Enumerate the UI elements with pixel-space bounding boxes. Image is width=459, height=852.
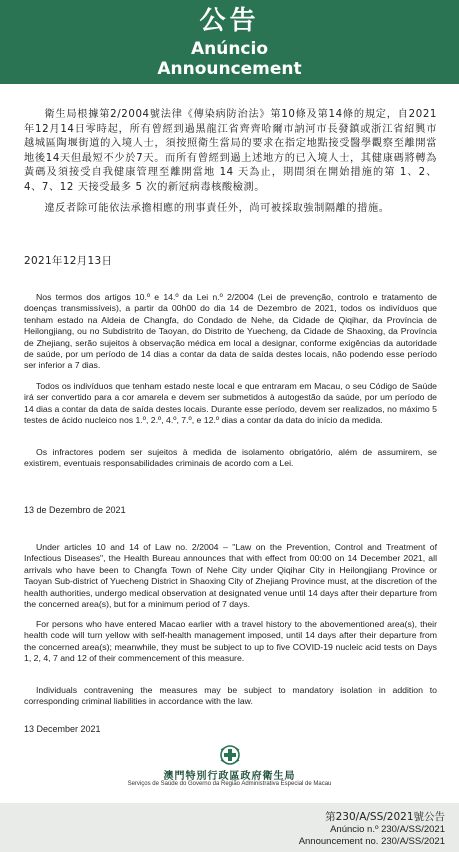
organization-name-chinese: 澳門特別行政區政府衛生局 [163, 771, 296, 782]
portuguese-date: 13 de Dezembro de 2021 [24, 505, 126, 515]
english-paragraph-2: For persons who have entered Macao earlier with a travel history to the abovementioned area(s), their health code will turn yellow with self-health management imposed, until 14 days after their departure from the concerned area(s); meanwhile, they must be subject to up to five COVID-19 nucleic acid tests on Days 1, 2, 4, 7 and 12 of their commencement of this measure. [24, 619, 437, 664]
chinese-paragraph-1: 衛生局根據第2/2004號法律《傳染病防治法》第10條及第14條的規定，自2021年12月14日零時起，所有曾經到過黑龍江省齊齊哈爾市訥河市長發鎮或浙江省紹興市越城區陶堰街道的入境人士，須按照衛生當局的要求在指定地點接受醫學觀察至離開當地後14天但最短不少於7天。而所有曾經到過上述地方的已入境人士，其健康碼將轉為黃碼及須接受自我健康管理至離開當地 14 天為止，期間須在開始措施的第 1、2、4、7、12 天接受最多 5 次的新冠病毒核酸檢測。 [24, 109, 437, 193]
health-bureau-logo-icon [218, 744, 242, 766]
organization-name-portuguese: Serviços de Saúde do Governo da Região Administrativa Especial de Macau [127, 781, 332, 787]
chinese-date: 2021年12月13日 [24, 255, 113, 267]
english-paragraph-3: Individuals contravening the measures may be subject to mandatory isolation in addition to corresponding criminal liabilities in accordance with the law. [24, 685, 437, 707]
chinese-paragraph-2: 違反者除可能依法承擔相應的刑事責任外，尚可被採取強制隔離的措施。 [44, 203, 390, 214]
portuguese-section [24, 292, 437, 470]
reference-number-english: Announcement no. 230/A/SS/2021 [298, 836, 445, 847]
portuguese-paragraph-1: Nos termos dos artigos 10.º e 14.º da Lei n.º 2/2004 (Lei de prevenção, controlo e tratamento de doenças transmissíveis), a partir da 00h00 do dia 14 de Dezembro de 2021, todos os indivíduos que tenham estado na Aldeia de Changfa, do Condado de Nehe, da Cidade de Qiqihar, da Província de Heilongjiang, ou no Subdistrito de Taoyan, do Distrito de Yuecheng, da Cidade de Shaoxing, da Província de Zhejiang, serão sujeitos à observação médica em local a designar, conforme exigências da autoridade de saúde, por um período de 14 dias a contar da data de saída destes locais, não podendo esse período ser inferior a 7 dias. [24, 292, 437, 371]
announcement-header [0, 0, 459, 84]
chinese-section [24, 108, 437, 217]
english-date: 13 December 2021 [24, 724, 101, 734]
portuguese-paragraph-2: Todos os indivíduos que tenham estado neste local e que entraram em Macau, o seu Código de Saúde irá ser convertido para a cor amarela e devem ser submetidos à autogestão da saúde, por um período de 14 dias a contar da data de saída destes locais. Durante esse período, devem ser realizados, no máximo 5 testes de ácido nucleico nos 1.º, 2.º, 4.º, 7.º, e 12.º dias a contar da data do início da medida. [24, 381, 437, 426]
reference-number-chinese: 第230/A/SS/2021號公告 [325, 811, 445, 823]
english-section [24, 542, 437, 708]
reference-number-portuguese: Anúncio n.º 230/A/SS/2021 [330, 824, 445, 835]
title-english: Announcement [157, 59, 302, 79]
english-paragraph-1: Under articles 10 and 14 of Law no. 2/2004 – "Law on the Prevention, Control and Treatment of Infectious Diseases", the Health Bureau announces that with effect from 00:00 on 14 December 2021, all arrivals who have been to Changfa Town of Nehe City under Qiqihar City in Heilongjiang Province or Taoyan Sub-district of Yuecheng District in Shaoxing City of Zhejiang Province must, at the discretion of the health authorities, undergo medical observation at designated venue until 14 days after their departure from the concerned area(s), but for a minimum period of 7 days. [24, 542, 437, 610]
portuguese-paragraph-3: Os infractores podem ser sujeitos à medida de isolamento obrigatório, além de assumirem, se existirem, eventuais responsabilidades criminais de acordo com a Lei. [24, 447, 437, 469]
reference-footer [0, 803, 459, 852]
title-portuguese: Anúncio [190, 39, 269, 59]
title-chinese: 公告 [199, 6, 260, 36]
